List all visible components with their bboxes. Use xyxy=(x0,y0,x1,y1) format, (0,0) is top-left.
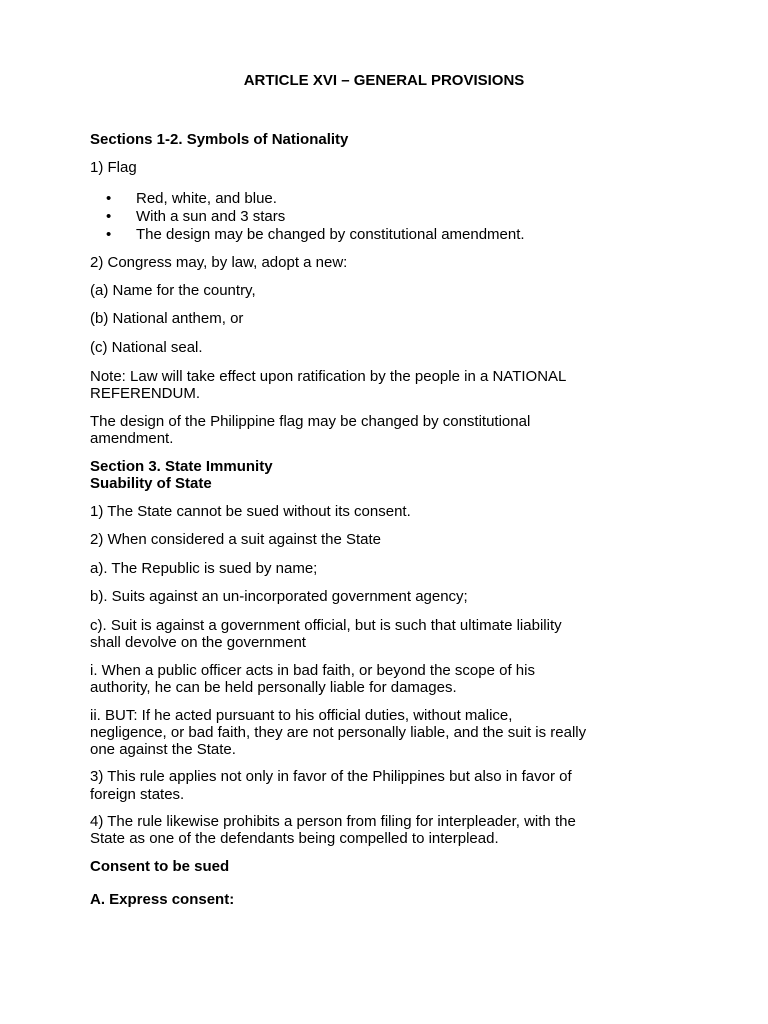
paragraph-line: shall devolve on the government xyxy=(90,634,306,651)
adopt-item: (b) National anthem, or xyxy=(90,310,244,327)
bullet-item: With a sun and 3 stars xyxy=(136,208,286,225)
note-line: Note: Law will take effect upon ratification by the people in a NATIONAL xyxy=(90,368,567,385)
design-line: The design of the Philippine flag may be changed by constitutional xyxy=(90,413,531,430)
design-line: amendment. xyxy=(90,430,174,447)
bullet-dot: • xyxy=(106,208,112,225)
paragraph-line: State as one of the defendants being compelled to interplead. xyxy=(90,830,499,847)
paragraph-line: i. When a public officer acts in bad faith, or beyond the scope of his xyxy=(90,662,535,679)
paragraph-line: negligence, or bad faith, they are not personally liable, and the suit is really xyxy=(90,724,587,741)
bullet-dot: • xyxy=(106,226,112,243)
paragraph-line: 3) This rule applies not only in favor of the Philippines but also in favor of xyxy=(90,768,572,785)
paragraph-line: c). Suit is against a government official, but is such that ultimate liability xyxy=(90,617,562,634)
bullet-item: The design may be changed by constitutional amendment. xyxy=(136,226,525,243)
flag-item: 1) Flag xyxy=(90,159,137,176)
adopt-item: (c) National seal. xyxy=(90,339,203,356)
document-title: ARTICLE XVI – GENERAL PROVISIONS xyxy=(243,72,525,89)
bullet-item: Red, white, and blue. xyxy=(136,190,277,207)
note-line: REFERENDUM. xyxy=(90,385,201,402)
paragraph-line: 4) The rule likewise prohibits a person from filing for interpleader, with the xyxy=(90,813,576,830)
paragraph: b). Suits against an un-incorporated government agency; xyxy=(90,588,468,605)
paragraph-line: foreign states. xyxy=(90,786,185,803)
congress-item: 2) Congress may, by law, adopt a new: xyxy=(90,254,348,271)
adopt-item: (a) Name for the country, xyxy=(90,282,256,299)
section-subheading: Suability of State xyxy=(90,475,212,492)
paragraph-line: ii. BUT: If he acted pursuant to his official duties, without malice, xyxy=(90,707,513,724)
paragraph: 1) The State cannot be sued without its consent. xyxy=(90,503,411,520)
paragraph-line: one against the State. xyxy=(90,741,236,758)
paragraph-line: authority, he can be held personally liable for damages. xyxy=(90,679,457,696)
section-heading: Sections 1-2. Symbols of Nationality xyxy=(90,131,349,148)
paragraph: a). The Republic is sued by name; xyxy=(90,560,318,577)
section-heading: Section 3. State Immunity xyxy=(90,458,273,475)
bullet-dot: • xyxy=(106,190,112,207)
paragraph: 2) When considered a suit against the State xyxy=(90,531,382,548)
consent-heading: Consent to be sued xyxy=(90,858,230,875)
express-consent-heading: A. Express consent: xyxy=(90,891,235,908)
